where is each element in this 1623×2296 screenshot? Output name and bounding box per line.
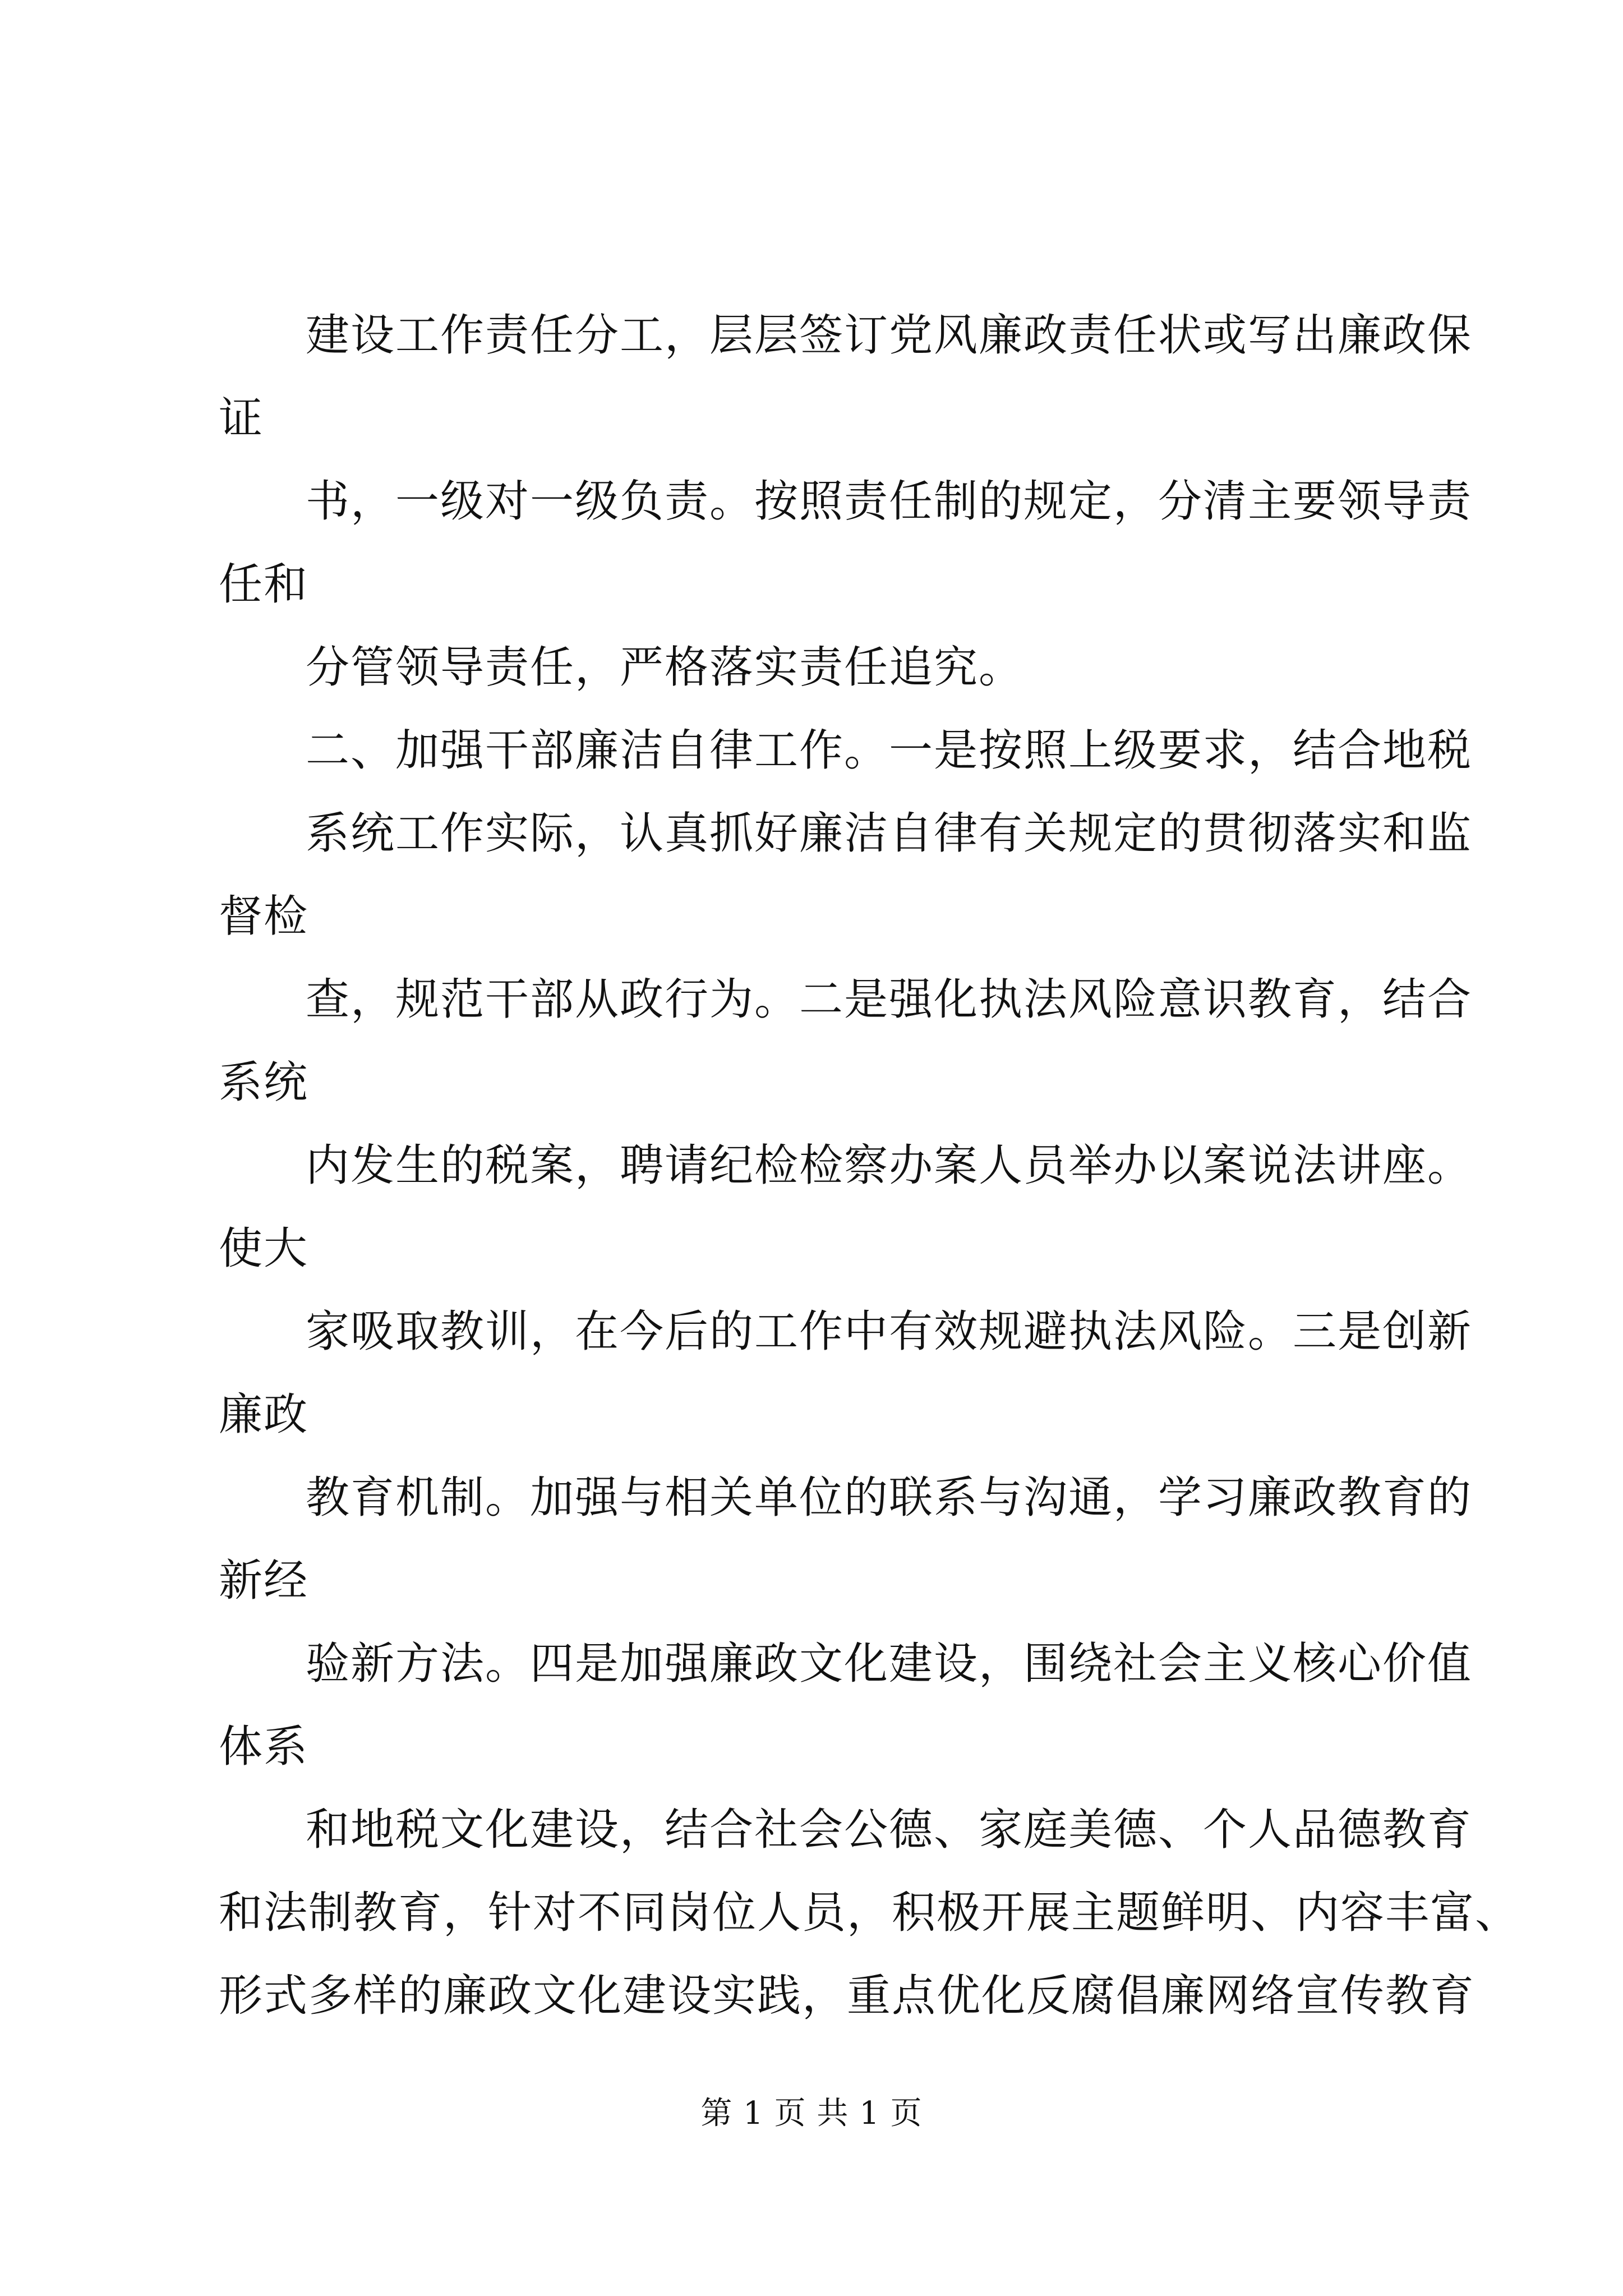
body-line-20: 和法制教育，针对不同岗位人员，积极开展主题鲜明、内容丰富、 xyxy=(219,1888,1520,1938)
body-line-12: 使大 xyxy=(219,1223,309,1274)
body-line-8: 督检 xyxy=(219,891,309,942)
body-line-10: 系统 xyxy=(219,1057,309,1108)
body-line-18: 体系 xyxy=(219,1722,309,1772)
body-line-5: 分管领导责任，严格落实责任追究。 xyxy=(306,642,1024,693)
body-line-6: 二、加强干部廉洁自律工作。一是按照上级要求，结合地税 xyxy=(306,725,1473,776)
body-line-7: 系统工作实际，认真抓好廉洁自律有关规定的贯彻落实和监 xyxy=(306,808,1473,859)
body-line-19: 和地税文化建设，结合社会公德、家庭美德、个人品德教育 xyxy=(306,1805,1473,1855)
body-line-13: 家吸取教训，在今后的工作中有效规避执法风险。三是创新 xyxy=(306,1306,1473,1357)
body-line-9: 查，规范干部从政行为。二是强化执法风险意识教育，结合 xyxy=(306,974,1473,1025)
body-line-14: 廉政 xyxy=(219,1389,309,1440)
body-line-21: 形式多样的廉政文化建设实践，重点优化反腐倡廉网络宣传教育 xyxy=(219,1971,1476,2021)
body-line-16: 新经 xyxy=(219,1556,309,1606)
body-line-2: 证 xyxy=(219,393,264,444)
body-line-1: 建设工作责任分工，层层签订党风廉政责任状或写出廉政保 xyxy=(306,310,1473,361)
page-number-footer: 第 1 页 共 1 页 xyxy=(700,2095,923,2132)
body-line-3: 书，一级对一级负责。按照责任制的规定，分清主要领导责 xyxy=(306,476,1473,527)
body-line-4: 任和 xyxy=(219,559,309,610)
body-line-11: 内发生的税案，聘请纪检检察办案人员举办以案说法讲座。 xyxy=(306,1140,1473,1191)
body-line-15: 教育机制。加强与相关单位的联系与沟通，学习廉政教育的 xyxy=(306,1473,1473,1523)
body-line-17: 验新方法。四是加强廉政文化建设，围绕社会主义核心价值 xyxy=(306,1639,1473,1689)
